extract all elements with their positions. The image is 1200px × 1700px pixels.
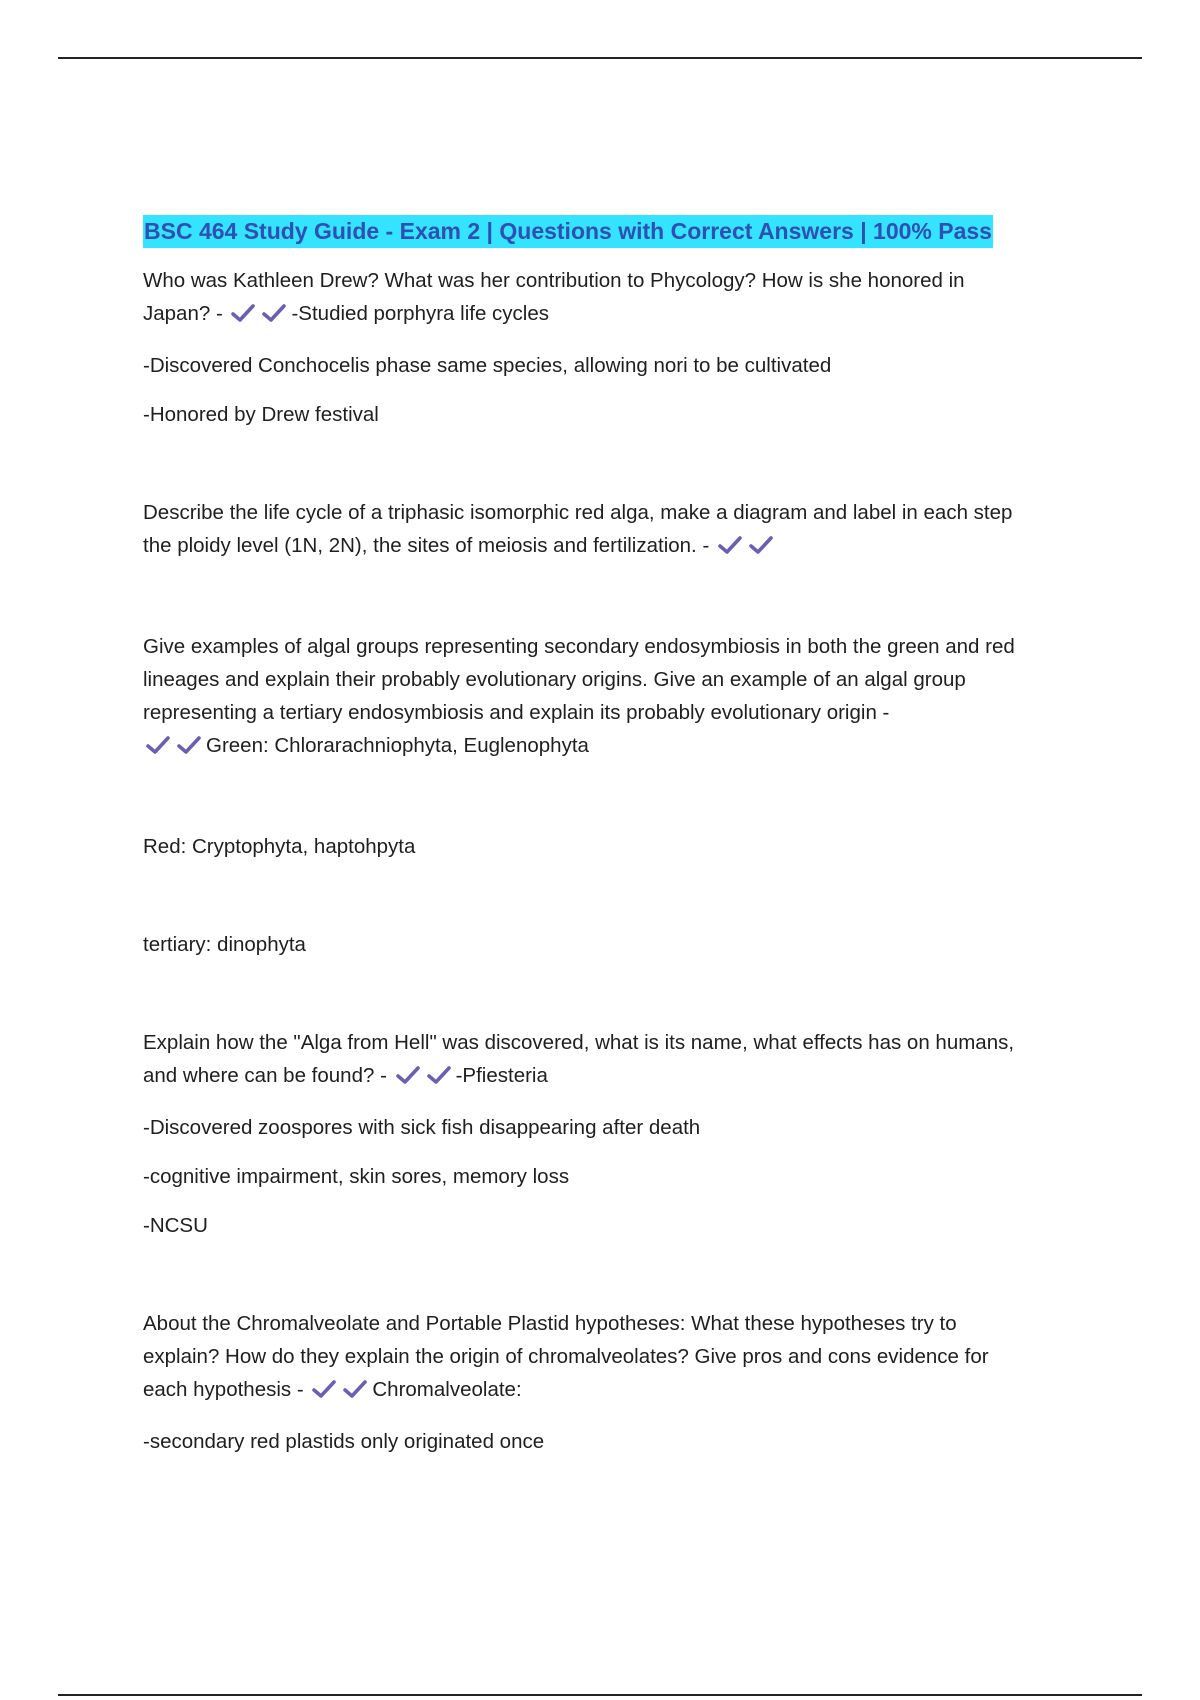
question-text: explain? How do they explain the origin of chromalveolates? Give pros and cons evidence for — [143, 1345, 989, 1368]
double-checkmark-icon — [717, 532, 776, 565]
checkmark-icon — [176, 735, 202, 755]
checkmark-icon — [261, 303, 287, 323]
checkmark-icon — [748, 535, 774, 555]
double-checkmark-icon — [145, 732, 204, 765]
footer-rule — [58, 1694, 1142, 1696]
question-answer-line — [143, 297, 1078, 333]
question-answer-line — [143, 1059, 1078, 1095]
answer-text: -Studied porphyra life cycles — [291, 302, 549, 325]
question-text: Who was Kathleen Drew? What was her contribution to Phycology? How is she honored in — [143, 269, 965, 292]
answer-text: -Pfiesteria — [455, 1064, 548, 1087]
question-block-2 — [143, 496, 1078, 565]
answer-text: tertiary: dinophyta — [143, 933, 306, 956]
question-text: About the Chromalveolate and Portable Plastid hypotheses: What these hypotheses try to — [143, 1312, 957, 1335]
checkmark-icon — [342, 1379, 368, 1399]
checkmark-icon — [145, 735, 171, 755]
document-body — [143, 215, 1078, 1458]
checkmark-icon — [395, 1065, 421, 1085]
answer-text: -secondary red plastids only originated once — [143, 1430, 545, 1453]
question-block-4 — [143, 1026, 1078, 1242]
question-text: Describe the life cycle of a triphasic isomorphic red alga, make a diagram and label in each step — [143, 501, 1013, 524]
double-checkmark-icon — [230, 300, 289, 333]
question-text: each hypothesis - — [143, 1378, 310, 1401]
question-block-5 — [143, 1307, 1078, 1458]
checkmark-icon — [230, 303, 256, 323]
double-checkmark-icon — [395, 1062, 454, 1095]
question-text: representing a tertiary endosymbiosis and explain its probably evolutionary origin - — [143, 701, 890, 724]
double-checkmark-icon — [311, 1376, 370, 1409]
answer-text: Green: Chlorarachniophyta, Euglenophyta — [206, 734, 589, 757]
question-text: Give examples of algal groups representing secondary endosymbiosis in both the green and red — [143, 635, 1015, 658]
checkmark-icon — [311, 1379, 337, 1399]
question-text: lineages and explain their probably evolutionary origins. Give an example of an algal group — [143, 668, 966, 691]
question-block-3 — [143, 630, 1078, 961]
question-text: the ploidy level (1N, 2N), the sites of meiosis and fertilization. - — [143, 534, 715, 557]
question-block-1 — [143, 264, 1078, 431]
answer-text: -Discovered Conchocelis phase same species, allowing nori to be cultivated — [143, 354, 832, 377]
answer-text: -Discovered zoospores with sick fish disappearing after death — [143, 1116, 701, 1139]
checkmark-icon — [426, 1065, 452, 1085]
question-answer-line — [143, 529, 1078, 565]
document-title: BSC 464 Study Guide - Exam 2 | Questions with Correct Answers | 100% Pass — [143, 215, 993, 248]
answer-text: Chromalveolate: — [372, 1378, 522, 1401]
question-text: and where can be found? - — [143, 1064, 393, 1087]
header-rule — [58, 57, 1142, 59]
answer-text: -NCSU — [143, 1214, 208, 1237]
checkmark-icon — [717, 535, 743, 555]
answer-text: Red: Cryptophyta, haptohpyta — [143, 835, 416, 858]
answer-text: -cognitive impairment, skin sores, memory loss — [143, 1165, 570, 1188]
question-text: Japan? - — [143, 302, 229, 325]
question-text: Explain how the "Alga from Hell" was discovered, what is its name, what effects has on humans, — [143, 1031, 1015, 1054]
question-answer-line — [143, 1373, 1078, 1409]
answer-text: -Honored by Drew festival — [143, 403, 379, 426]
question-answer-line — [143, 729, 1078, 765]
